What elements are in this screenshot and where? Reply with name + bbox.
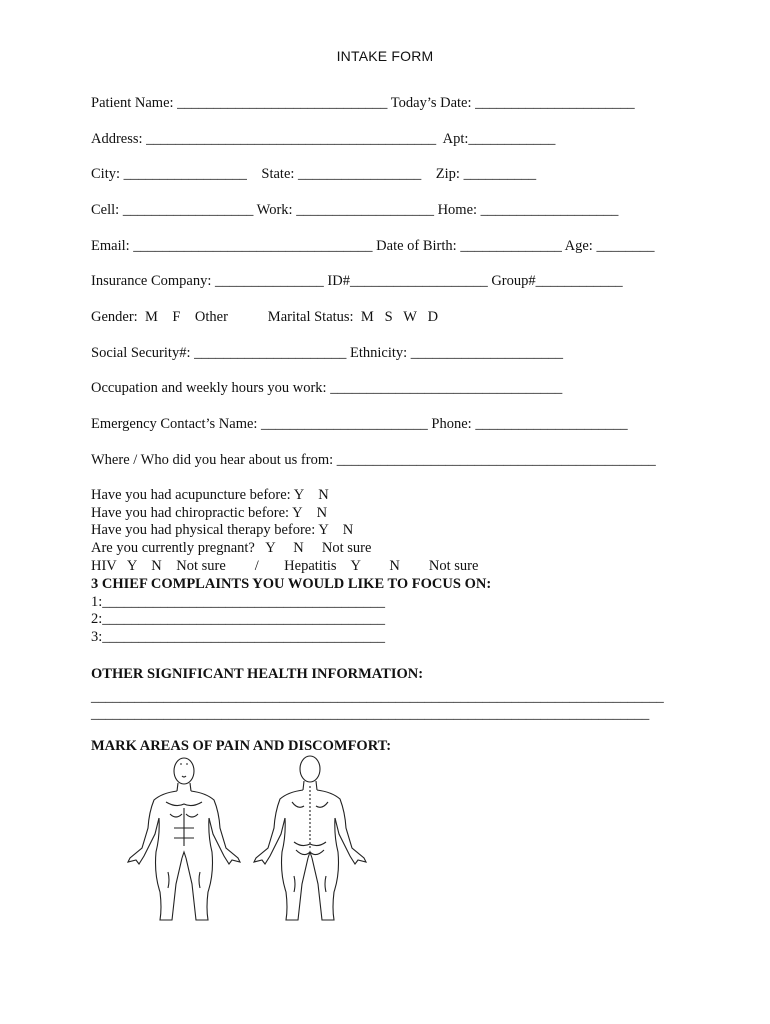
patient-name-date-row[interactable]: Patient Name: _____________________________ Today’s Date: ______________________ bbox=[91, 95, 635, 111]
pain-areas-heading: MARK AREAS OF PAIN AND DISCOMFORT: bbox=[91, 738, 392, 754]
insurance-row[interactable]: Insurance Company: _______________ ID#___________________ Group#____________ bbox=[91, 273, 623, 289]
referral-row[interactable]: Where / Who did you hear about us from: ____________________________________________ bbox=[91, 452, 656, 468]
chiropractic-question[interactable]: Have you had chiropractic before: Y N bbox=[91, 505, 328, 521]
hiv-hepatitis-question[interactable]: HIV Y N Not sure / Hepatitis Y N Not sure bbox=[91, 558, 479, 574]
physical-therapy-question[interactable]: Have you had physical therapy before: Y N bbox=[91, 522, 354, 538]
email-dob-age-row[interactable]: Email: _________________________________ Date of Birth: ______________ Age: ________ bbox=[91, 238, 655, 254]
acupuncture-question[interactable]: Have you had acupuncture before: Y N bbox=[91, 487, 329, 503]
form-title: INTAKE FORM bbox=[336, 48, 434, 64]
health-info-heading: OTHER SIGNIFICANT HEALTH INFORMATION: bbox=[91, 666, 424, 682]
front-body-figure[interactable] bbox=[128, 758, 240, 920]
ssn-ethnicity-row[interactable]: Social Security#: _____________________ Ethnicity: _____________________ bbox=[91, 345, 564, 361]
body-diagram[interactable] bbox=[118, 752, 388, 927]
occupation-row[interactable]: Occupation and weekly hours you work: ________________________________ bbox=[91, 380, 563, 396]
city-state-zip-row[interactable]: City: _________________ State: _________________ Zip: __________ bbox=[91, 166, 537, 182]
back-body-figure[interactable] bbox=[254, 756, 366, 920]
emergency-contact-row[interactable]: Emergency Contact’s Name: _______________________ Phone: _____________________ bbox=[91, 416, 628, 432]
complaint-line-3[interactable]: 3:_______________________________________ bbox=[91, 629, 386, 645]
complaint-line-1[interactable]: 1:_______________________________________ bbox=[91, 594, 386, 610]
pregnancy-question[interactable]: Are you currently pregnant? Y N Not sure bbox=[91, 540, 372, 556]
complaint-line-2[interactable]: 2:_______________________________________ bbox=[91, 611, 386, 627]
address-row[interactable]: Address: ________________________________________ Apt:____________ bbox=[91, 131, 556, 147]
health-info-line-1[interactable]: _______________________________________________________________________________ bbox=[91, 689, 664, 705]
phone-numbers-row[interactable]: Cell: __________________ Work: ___________________ Home: ___________________ bbox=[91, 202, 619, 218]
chief-complaints-heading: 3 CHIEF COMPLAINTS YOU WOULD LIKE TO FOCUS ON: bbox=[91, 576, 492, 592]
health-info-line-2[interactable]: _____________________________________________________________________________ bbox=[91, 706, 650, 722]
gender-marital-row[interactable]: Gender: M F Other Marital Status: M S W D bbox=[91, 309, 439, 325]
